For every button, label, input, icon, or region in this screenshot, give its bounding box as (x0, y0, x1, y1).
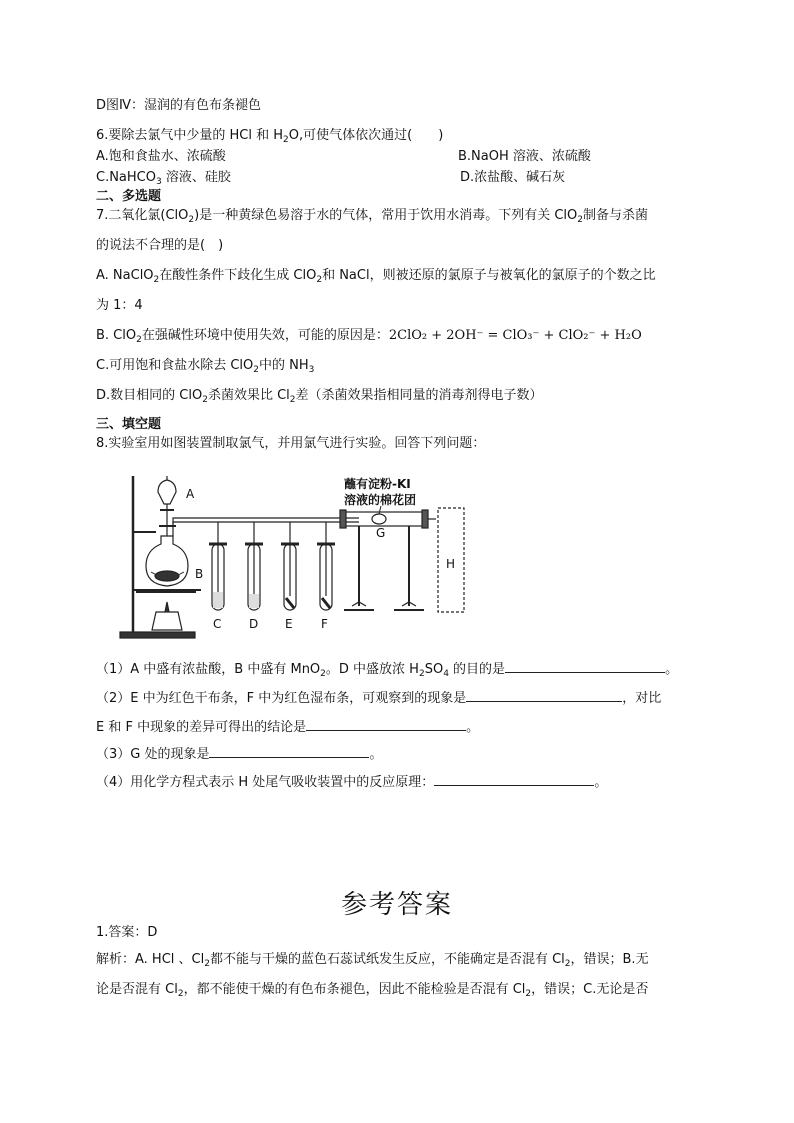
q6-option-a: A.饱和食盐水、浓硫酸 (96, 149, 226, 164)
separatory-funnel-a (158, 480, 176, 504)
chlorine-apparatus-figure (96, 462, 496, 642)
figure-caption-line2: 溶液的棉花团 (344, 493, 417, 507)
answer-1: 1.答案：D (96, 925, 158, 940)
retort-stand-base (120, 632, 195, 638)
figure-caption-line1: 蘸有淀粉-KI (344, 477, 411, 491)
test-tube-e (281, 522, 299, 610)
q6-stem: 6.要除去氯气中少量的 HCl 和 $H_2O$,可使气体依次通过( ) (96, 128, 444, 145)
q7-option-a-line1: A. NaClO$_2$在酸性条件下歧化生成 ClO$_2$和 NaCl，则被还原的氯原子与被氧化的氯原子的个数之比 (96, 268, 656, 285)
label-b: B (195, 567, 204, 581)
q5-option-d: D图Ⅳ：湿润的有色布条褪色 (96, 98, 262, 113)
cotton-ball-g (372, 514, 386, 524)
answer-key-title: 参考答案 (340, 890, 453, 920)
test-tube-f (317, 522, 335, 610)
label-g: G (376, 526, 386, 540)
q6-option-b: B.NaOH 溶液、浓硫酸 (458, 149, 591, 164)
q8-part3: （3）G 处的现象是 。 (96, 747, 383, 762)
test-tube-c (209, 522, 227, 610)
label-e: E (285, 617, 293, 631)
q7-stem-line2: 的说法不合理的是( ) (96, 238, 224, 253)
q8-part2-line2: E 和 F 中现象的差异可得出的结论是 。 (96, 720, 480, 735)
q7-option-a-line2: 为 1：4 (96, 298, 143, 313)
label-c: C (213, 617, 222, 631)
answer-blank-3[interactable] (209, 745, 369, 758)
alcohol-lamp (152, 612, 182, 630)
answer-blank-4[interactable] (434, 773, 594, 786)
q8-part2-line1: （2）E 中为红色干布条，F 中为红色湿布条，可观察到的现象是 ，对比 (96, 691, 662, 706)
explanation-line2: 论是否混有 $Cl_2$，都不能使干燥的有色布条褪色，因此不能检验是否混有 $Cl_2$，错误；C.无论是否 (96, 982, 649, 999)
q8-stem: 8.实验室用如图装置制取氯气，并用氯气进行实验。回答下列问题： (96, 436, 486, 451)
answer-blank-1[interactable] (505, 660, 665, 673)
q8-part1: （1）A 中盛有浓盐酸，B 中盛有 MnO$_2$。D 中盛放浓 $H_2SO_4$ 的目的是 。 (96, 662, 679, 679)
q7-option-c: C.可用饱和食盐水除去 ClO$_2$中的 $NH_3$ (96, 358, 315, 375)
label-f: F (321, 617, 328, 631)
answer-blank-2a[interactable] (466, 689, 622, 702)
answer-blank-2b[interactable] (306, 718, 466, 731)
mno2-solid (155, 571, 179, 581)
q6-option-c: C.NaHCO$_3$ 溶液、硅胶 (96, 170, 231, 187)
q7-option-d: D.数目相同的 ClO$_2$杀菌效果比 $Cl_2$差（杀菌效果指相同量的消毒剂得电子数） (96, 388, 543, 405)
glass-tube-g (344, 512, 424, 526)
label-d: D (249, 617, 259, 631)
explanation-line1: 解析：A. HCl 、$Cl_2$都不能与干燥的蓝色石蕊试纸发生反应，不能确定是否混有 $Cl_2$，错误；B.无 (96, 952, 649, 969)
q7-stem-line1: 7.二氧化氯(ClO$_2$)是一种黄绿色易溶于水的气体，常用于饮用水消毒。下列有关 ClO$_2$制备与杀菌 (96, 208, 649, 225)
q7-equation: 2ClO₂ + 2OH⁻ = ClO₃⁻ + ClO₂⁻ + H₂O (388, 328, 642, 343)
section-heading-multiple-choice: 二、多选题 (96, 189, 162, 204)
label-a: A (186, 487, 195, 501)
section-heading-fill-in: 三、填空题 (96, 417, 162, 432)
gas-tube (173, 522, 359, 536)
q7-option-b: B. ClO$_2$在强碱性环境中使用失效，可能的原因是：2ClO₂ + 2OH⁻ = ClO₃⁻ + ClO₂⁻ + H₂O (96, 328, 642, 345)
q6-option-d: D.浓盐酸、碱石灰 (460, 170, 566, 185)
test-tube-d (245, 522, 263, 610)
label-h: H (446, 557, 456, 571)
q8-part4: （4）用化学方程式表示 H 处尾气吸收装置中的反应原理： 。 (96, 775, 608, 790)
